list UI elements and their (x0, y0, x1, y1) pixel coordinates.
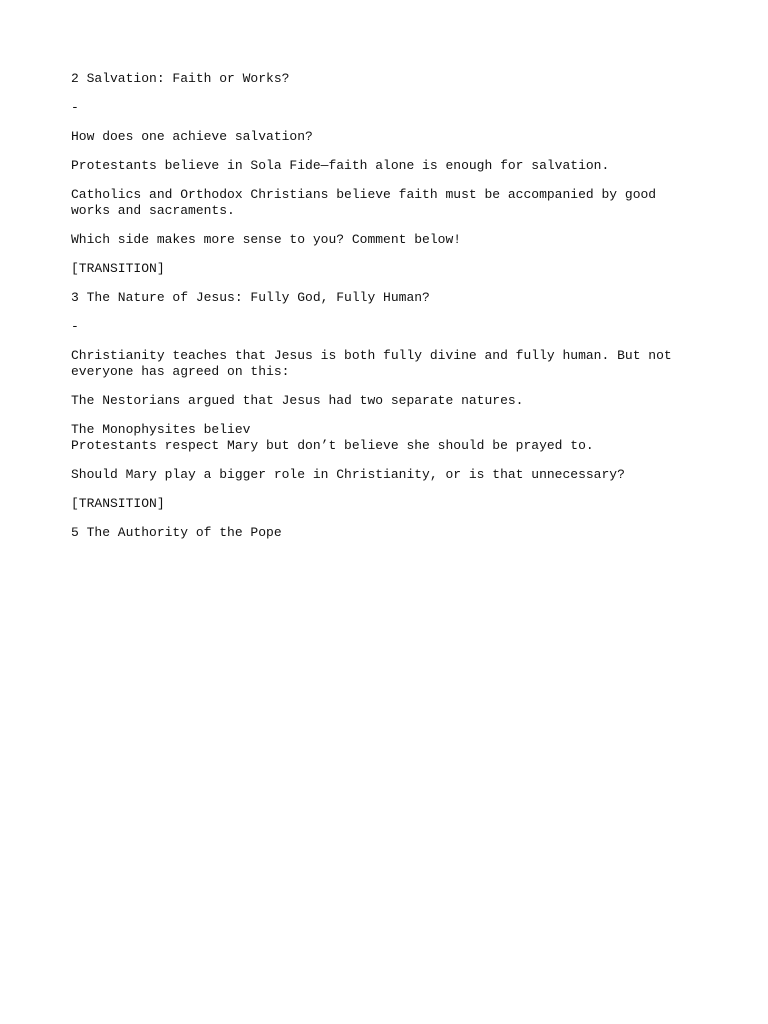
transition-marker: [TRANSITION] (71, 496, 165, 511)
paragraph: Christianity teaches that Jesus is both fully divine and fully human. But not everyone has agreed on this: (71, 348, 680, 379)
paragraph: Catholics and Orthodox Christians believe faith must be accompanied by good works and sacraments. (71, 187, 664, 218)
transition-marker: [TRANSITION] (71, 261, 165, 276)
paragraph: The Monophysites believ (71, 422, 251, 437)
paragraph: Which side makes more sense to you? Comment below! (71, 232, 462, 247)
section-heading: 2 Salvation: Faith or Works? (71, 71, 290, 86)
separator-dash: - (71, 100, 79, 115)
paragraph: Protestants respect Mary but don’t believe she should be prayed to. (71, 438, 594, 453)
separator-dash: - (71, 319, 79, 334)
document-page (71, 71, 701, 554)
section-heading: 5 The Authority of the Pope (71, 525, 282, 540)
paragraph: The Nestorians argued that Jesus had two separate natures. (71, 393, 524, 408)
paragraph: Protestants believe in Sola Fide—faith alone is enough for salvation. (71, 158, 610, 173)
paragraph: How does one achieve salvation? (71, 129, 313, 144)
paragraph: Should Mary play a bigger role in Christianity, or is that unnecessary? (71, 467, 625, 482)
section-heading: 3 The Nature of Jesus: Fully God, Fully Human? (71, 290, 430, 305)
